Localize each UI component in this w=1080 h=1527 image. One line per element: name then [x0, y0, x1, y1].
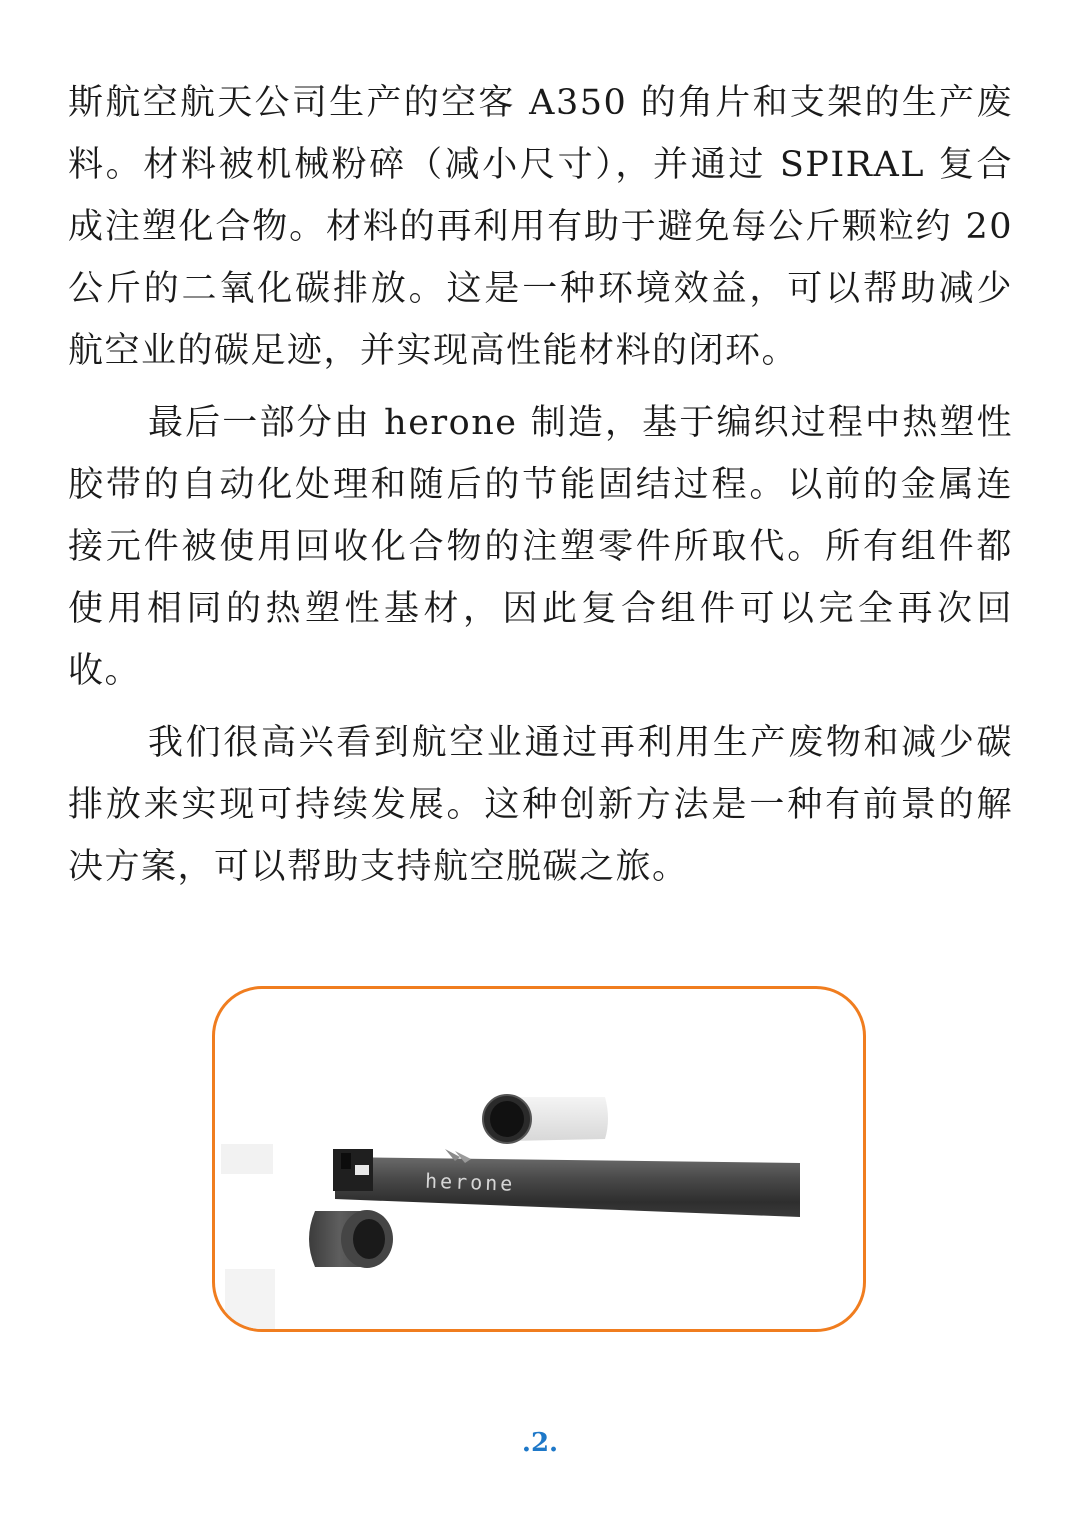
white-tube-shape — [483, 1095, 608, 1143]
paragraph-3: 我们很高兴看到航空业通过再利用生产废物和减少碳排放来实现可持续发展。这种创新方法是一种有前景的解决方案，可以帮助支持航空脱碳之旅。 — [68, 723, 1013, 887]
product-photo-frame — [212, 986, 866, 1332]
paragraph-1: 斯航空航天公司生产的空客 A350 的角片和支架的生产废料。材料被机械粉碎（减小尺寸），并通过 SPIRAL 复合成注塑化合物。材料的再利用有助于避免每公斤颗粒约 20 公斤的二氧化碳排放。这是一种环境效益，可以帮助减少航空业的碳足迹，并实现高性能材料的闭环。 — [68, 83, 1013, 371]
page-number: .2. — [521, 1428, 559, 1458]
sleeve-part-shape — [309, 1210, 393, 1268]
paragraph-2: 最后一部分由 herone 制造，基于编织过程中热塑性胶带的自动化处理和随后的节能固结过程。以前的金属连接元件被使用回收化合物的注塑零件所取代。所有组件都使用相同的热塑性基材，因此复合组件可以完全再次回收。 — [68, 403, 1013, 691]
body-text — [68, 72, 1013, 908]
tube-brand-label: herone — [424, 1168, 516, 1196]
product-photo — [215, 989, 863, 1329]
carbon-tube-shape — [333, 1149, 800, 1217]
